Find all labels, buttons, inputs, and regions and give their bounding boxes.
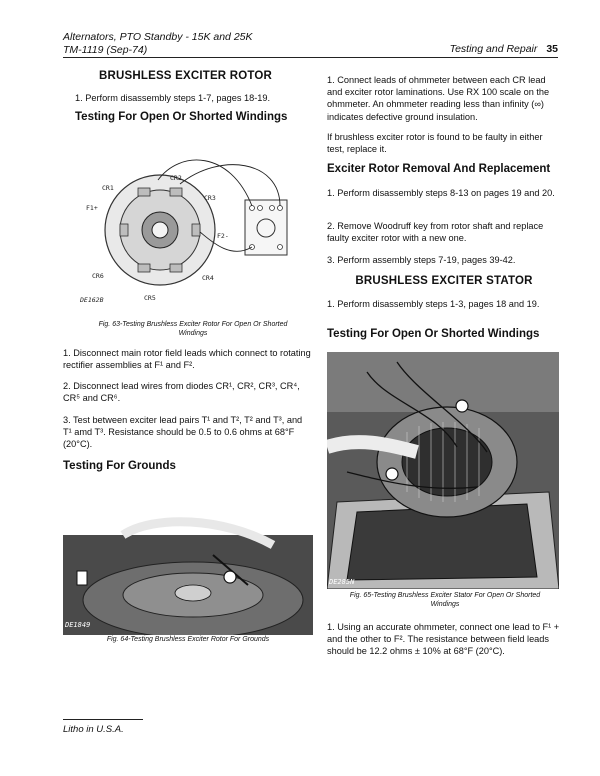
fig63-label-cr2: CR2	[170, 174, 182, 182]
rotor-step-1: 1. Perform disassembly steps 1-7, pages 18-19.	[75, 93, 271, 103]
fig63-caption: Fig. 63-Testing Brushless Exciter Rotor For Open Or Shorted Windings	[98, 321, 288, 337]
stator-section-title: BRUSHLESS EXCITER STATOR	[355, 275, 533, 287]
manual-title-line1: Alternators, PTO Standby - 15K and 25K	[63, 31, 253, 43]
stator-step-1: 1. Perform disassembly steps 1-3, pages 18 and 19.	[327, 299, 540, 309]
fig64-clip-icon	[77, 571, 87, 585]
fig63-label-cr5: CR5	[144, 294, 156, 302]
grounds-title: Testing For Grounds	[63, 460, 176, 472]
footer-rule	[63, 719, 143, 720]
fig63-code: DE162B	[80, 296, 104, 304]
footer-litho: Litho in U.S.A.	[63, 724, 124, 735]
ground-test-note: If brushless exciter rotor is found to be faulty in either test, replace it.	[327, 132, 543, 155]
fig64-caption: Fig. 64-Testing Brushless Exciter Rotor For Grounds	[106, 636, 270, 643]
stator-open-short-title: Testing For Open Or Shorted Windings	[327, 328, 540, 340]
fig64-photo	[63, 495, 313, 635]
fig63-label-cr4: CR4	[202, 274, 214, 282]
fig63-label-cr3: CR3	[204, 194, 216, 202]
page-number: 35	[546, 43, 558, 55]
fig64-code: DE1849	[65, 621, 91, 629]
open-short-title: Testing For Open Or Shorted Windings	[75, 111, 288, 123]
fig64-callout-icon	[224, 571, 236, 583]
rotor-open-step-2: 2. Disconnect lead wires from diodes CR¹, CR², CR³, CR⁴, CR⁵ and CR⁶.	[63, 381, 300, 404]
fig63-label-f1: F1+	[86, 204, 98, 212]
rotor-section-title: BRUSHLESS EXCITER ROTOR	[98, 70, 273, 82]
removal-step-2: 2. Remove Woodruff key from rotor shaft and replace faulty exciter rotor with a new one.	[327, 221, 544, 244]
fig65-photo	[327, 352, 559, 589]
ground-test-step-1: 1. Connect leads of ohmmeter between each CR lead and exciter rotor laminations. Use RX 100 scale on the ohmmeter. An ohmmeter reading less than infinity (∞) indicates defective ground insulation.	[327, 75, 550, 122]
manual-title-line2: TM-1119 (Sep-74)	[63, 44, 148, 56]
fig65-callout-1-icon	[456, 400, 468, 412]
rotor-open-step-3: 3. Test between exciter lead pairs T¹ and T², T² and T³, and T¹ amd T³. Resistance should be 0.5 to 0.6 ohms at 68°F (20°C).	[63, 415, 303, 450]
fig63-label-f2: F2-	[217, 232, 229, 240]
fig65-code: DE285N	[329, 578, 355, 586]
fig65-callout-2-icon	[386, 468, 398, 480]
page-header-right	[450, 43, 558, 55]
manual-title	[63, 31, 253, 57]
rotor-shaft	[152, 222, 168, 238]
removal-step-3: 3. Perform assembly steps 7-19, pages 39-42.	[327, 255, 516, 265]
section-name: Testing and Repair	[449, 43, 538, 55]
removal-step-1: 1. Perform disassembly steps 8-13 on pages 19 and 20.	[327, 188, 555, 198]
fig63-label-cr6: CR6	[92, 272, 104, 280]
removal-title: Exciter Rotor Removal And Replacement	[327, 163, 551, 175]
fig63-diagram	[80, 140, 310, 310]
rotor-open-step-1: 1. Disconnect main rotor field leads which connect to rotating rectifier assemblies at F¹ and F².	[63, 348, 311, 371]
fig65-caption: Fig. 65-Testing Brushless Exciter Stator For Open Or Shorted Windings	[349, 592, 541, 608]
stator-field-step-1: 1. Using an accurate ohmmeter, connect one lead to F¹ + and the other to F². The resistance between field leads should be 12.2 ohms ± 10% at 68°F (20°C).	[327, 622, 560, 657]
header-rule	[63, 57, 558, 58]
fig63-label-cr1: CR1	[102, 184, 114, 192]
